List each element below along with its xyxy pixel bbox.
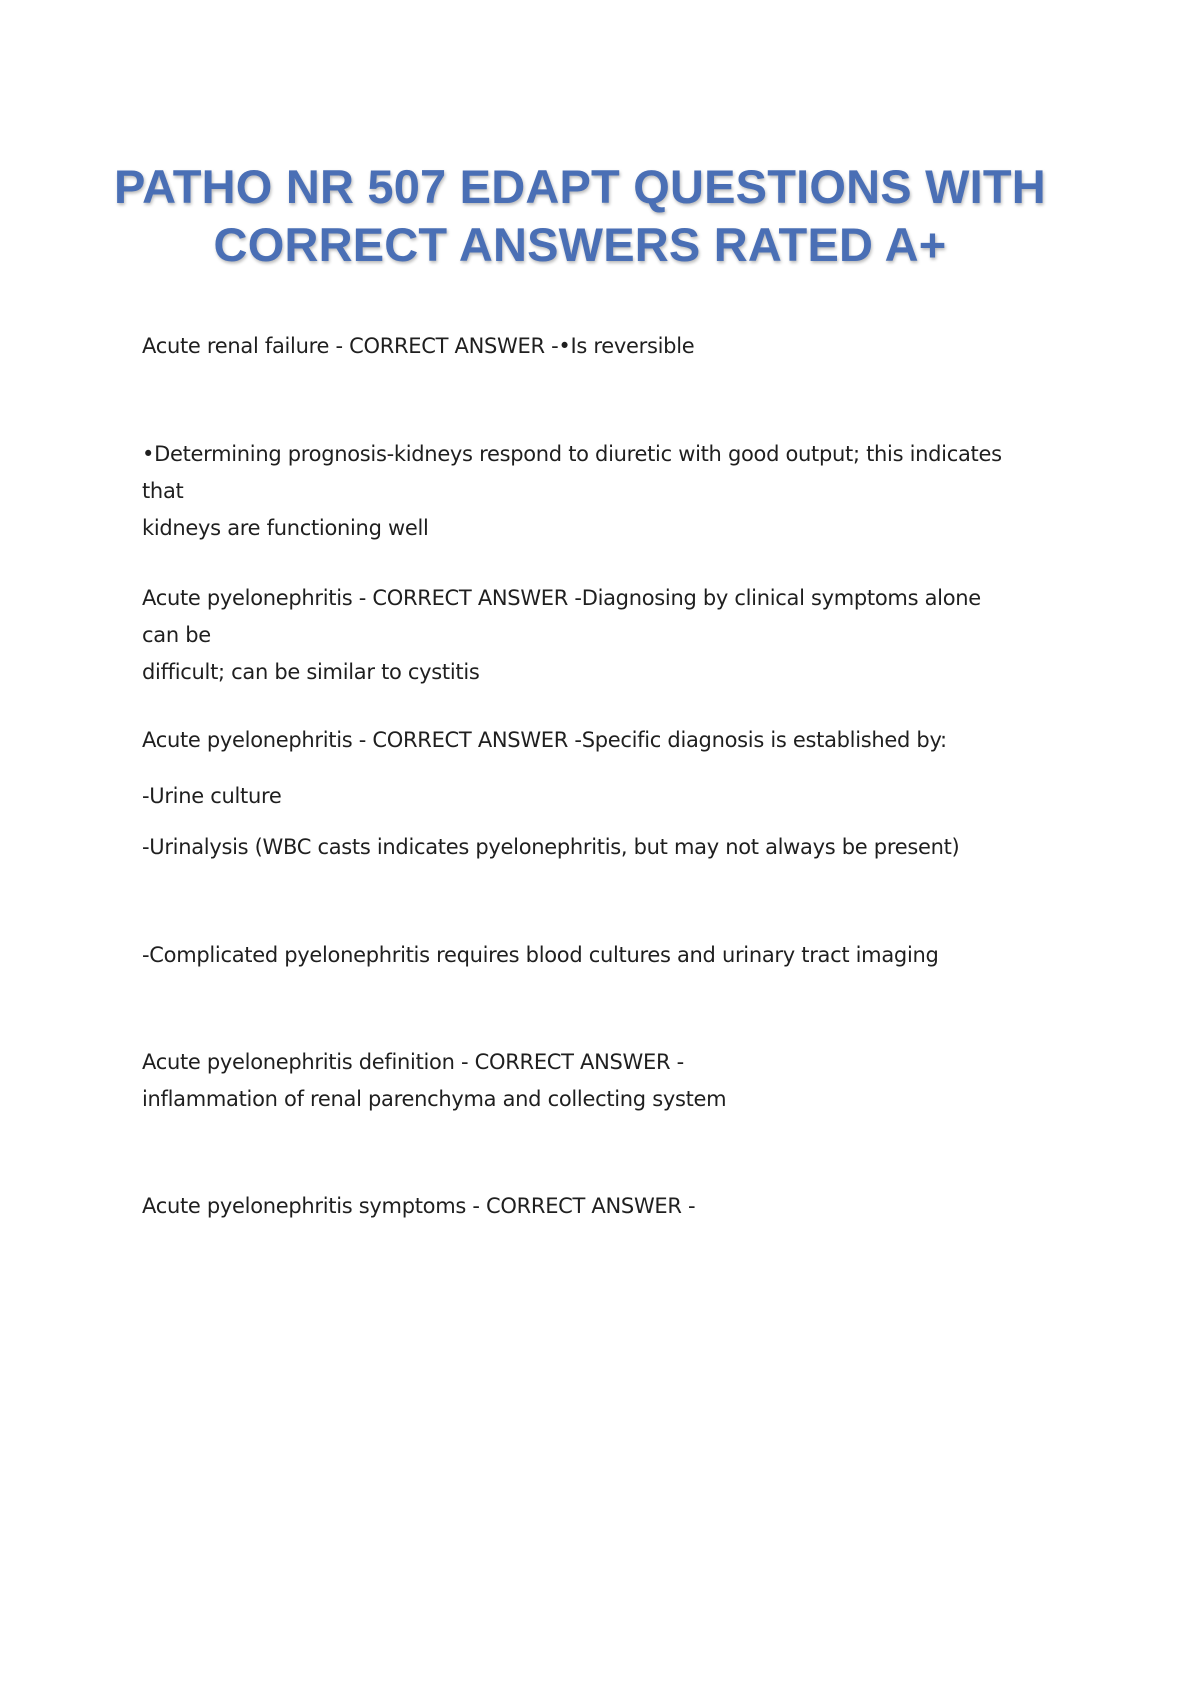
answer-pyelonephritis-diagnosing	[142, 580, 1012, 691]
answer-pyelonephritis-diagnosing-line-1: Acute pyelonephritis - CORRECT ANSWER -Diagnosing by clinical symptoms alone can be	[142, 586, 981, 647]
answer-pyelonephritis-symptoms: Acute pyelonephritis symptoms - CORRECT ANSWER -	[142, 1194, 696, 1218]
answer-pyelonephritis-definition	[142, 1044, 1012, 1118]
answer-pyelonephritis-diagnosing-line-2: difficult; can be similar to cystitis	[142, 660, 480, 684]
answer-pyelonephritis-definition-line-1: Acute pyelonephritis definition - CORRECT ANSWER -	[142, 1050, 684, 1074]
answer-prognosis-line-2: kidneys are functioning well	[142, 516, 429, 540]
title-line-1: PATHO NR 507 EDAPT QUESTIONS WITH	[114, 160, 1046, 213]
list-item-urinalysis: -Urinalysis (WBC casts indicates pyelonephritis, but may not always be present)	[142, 835, 960, 859]
document-title	[0, 158, 1160, 274]
answer-pyelonephritis-definition-line-2: inflammation of renal parenchyma and collecting system	[142, 1087, 727, 1111]
answer-prognosis-line-1: •Determining prognosis-kidneys respond to diuretic with good output; this indicates that	[142, 442, 1002, 503]
title-line-2: CORRECT ANSWERS RATED A+	[213, 218, 947, 271]
answer-pyelonephritis-specific-diagnosis: Acute pyelonephritis - CORRECT ANSWER -Specific diagnosis is established by:	[142, 728, 947, 752]
list-item-urine-culture: -Urine culture	[142, 784, 282, 808]
list-item-complicated-pyelonephritis: -Complicated pyelonephritis requires blood cultures and urinary tract imaging	[142, 943, 939, 967]
answer-prognosis	[142, 436, 1012, 547]
answer-acute-renal-failure: Acute renal failure - CORRECT ANSWER -•Is reversible	[142, 334, 695, 358]
